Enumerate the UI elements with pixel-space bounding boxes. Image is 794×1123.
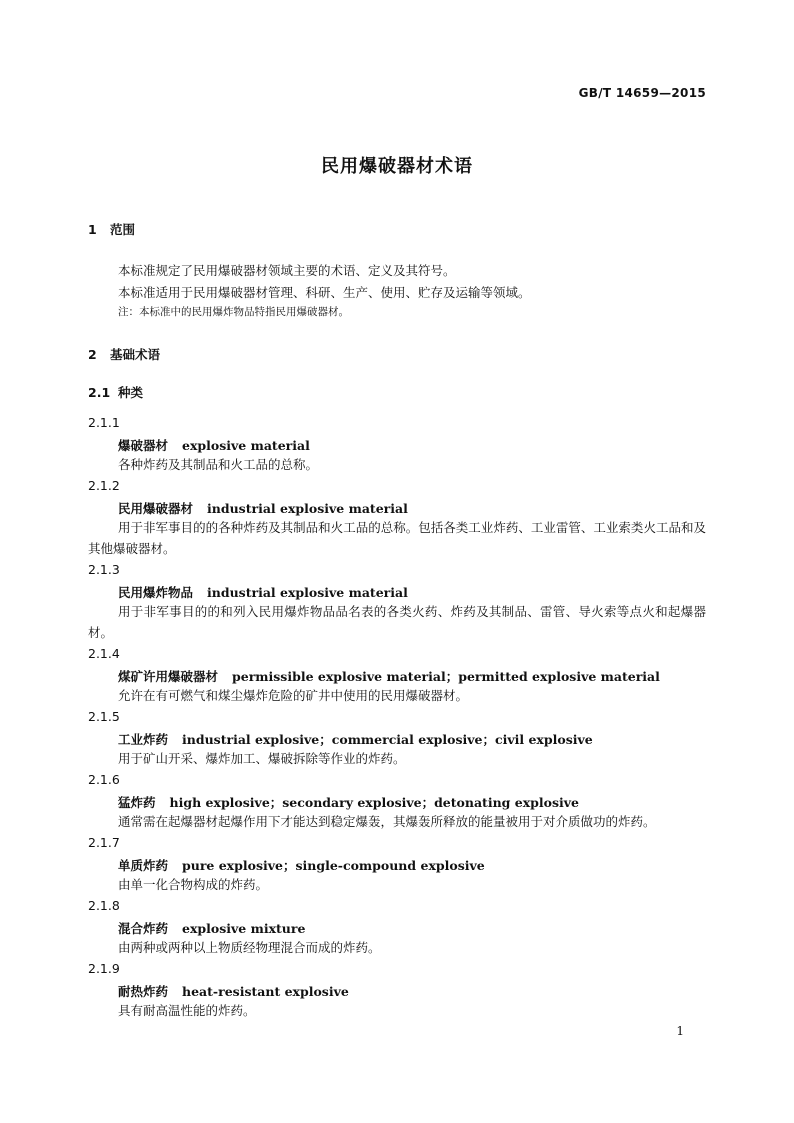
term-english: heat-resistant explosive [182,984,349,999]
term-english: industrial explosive material [207,501,408,516]
term-entry [118,583,408,601]
scope-paragraph-2: 本标准适用于民用爆破器材管理、科研、生产、使用、贮存及运输等领域。 [118,285,531,300]
term-english: explosive material [182,438,310,453]
standard-number: GB/T 14659—2015 [578,86,706,100]
term-entry [118,919,305,937]
term-definition: 允许在有可燃气和煤尘爆炸危险的矿井中使用的民用爆破器材。 [118,688,469,703]
section-number: 2.1 [88,385,111,400]
term-entry [118,436,310,454]
term-english: pure explosive；single-compound explosive [182,858,485,873]
term-english: industrial explosive material [207,585,408,600]
term-entry [118,730,593,748]
term-chinese: 耐热炸药 [118,984,169,999]
term-entry [118,667,660,685]
term-entry [118,499,408,517]
section-title: 范围 [110,222,136,237]
document-title: 民用爆破器材术语 [321,156,473,177]
term-definition: 各种炸药及其制品和火工品的总称。 [118,457,319,472]
term-number: 2.1.7 [88,835,120,850]
term-entry [118,856,485,874]
term-number: 2.1.8 [88,898,120,913]
term-english: permissible explosive material；permitted explosive material [232,669,660,684]
section-title: 种类 [118,385,144,400]
term-entry [118,793,579,811]
term-definition: 由两种或两种以上物质经物理混合而成的炸药。 [118,940,381,955]
term-number: 2.1.1 [88,415,120,430]
term-chinese: 煤矿许用爆破器材 [118,669,219,684]
term-definition: 用于非军事目的的和列入民用爆炸物品品名表的各类火药、炸药及其制品、雷管、导火索等点火和起爆器材。 [88,604,706,640]
page-number: 1 [676,1024,684,1038]
term-chinese: 单质炸药 [118,858,169,873]
scope-note: 注：本标准中的民用爆炸物品特指民用爆破器材。 [118,306,349,318]
term-chinese: 民用爆炸物品 [118,585,194,600]
scope-paragraph-1: 本标准规定了民用爆破器材领域主要的术语、定义及其符号。 [118,263,456,278]
section-2-1-heading [88,383,143,401]
section-number: 2 [88,347,97,362]
section-title: 基础术语 [110,347,161,362]
term-number: 2.1.2 [88,478,120,493]
term-english: high explosive；secondary explosive；detonating explosive [169,795,579,810]
term-chinese: 混合炸药 [118,921,169,936]
term-chinese: 爆破器材 [118,438,169,453]
term-number: 2.1.4 [88,646,120,661]
term-definition: 用于非军事目的的各种炸药及其制品和火工品的总称。包括各类工业炸药、工业雷管、工业索类火工品和及其他爆破器材。 [88,520,706,556]
term-chinese: 工业炸药 [118,732,169,747]
term-chinese: 猛炸药 [118,795,156,810]
term-english: explosive mixture [182,921,306,936]
term-number: 2.1.9 [88,961,120,976]
term-definition: 由单一化合物构成的炸药。 [118,877,269,892]
term-chinese: 民用爆破器材 [118,501,194,516]
section-1-heading [88,220,135,238]
term-definition: 用于矿山开采、爆炸加工、爆破拆除等作业的炸药。 [118,751,406,766]
term-number: 2.1.5 [88,709,120,724]
section-2-heading [88,345,160,363]
section-number: 1 [88,222,97,237]
term-entry [118,982,349,1000]
term-definition: 具有耐高温性能的炸药。 [118,1003,256,1018]
term-definition: 通常需在起爆器材起爆作用下才能达到稳定爆轰，其爆轰所释放的能量被用于对介质做功的炸药。 [118,814,656,829]
term-number: 2.1.3 [88,562,120,577]
term-number: 2.1.6 [88,772,120,787]
term-english: industrial explosive；commercial explosive；civil explosive [182,732,593,747]
